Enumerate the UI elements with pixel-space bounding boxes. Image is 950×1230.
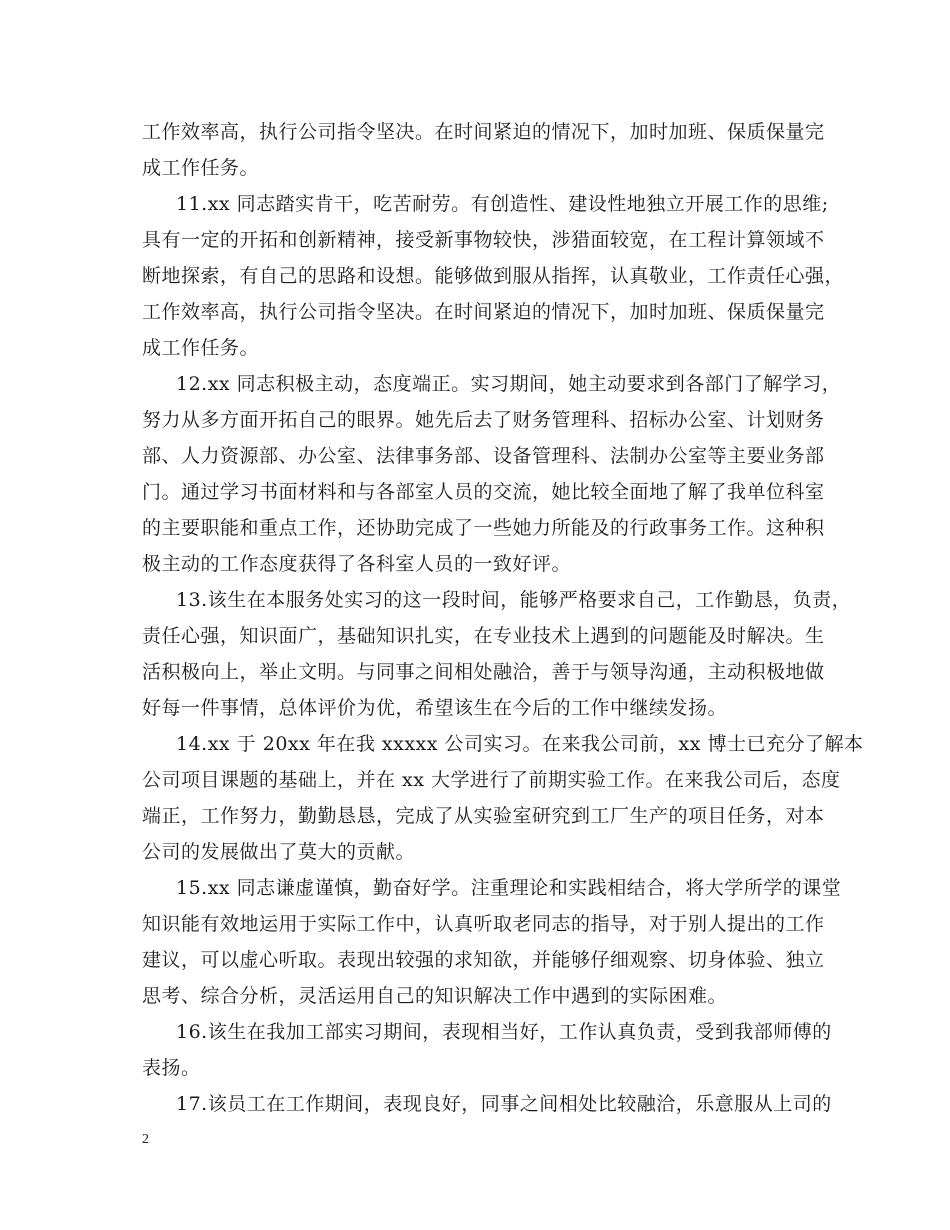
text-line: 知识能有效地运用于实际工作中，认真听取老同志的指导，对于别人提出的工作 [142,913,825,935]
page-number: 2 [142,1132,149,1147]
paragraph-14-start: 14.xx 于 20xx 年在我 xxxxx 公司实习。在来我公司前，xx 博士已充分了解本 [176,733,864,755]
text-line: 公司项目课题的基础上，并在 xx 大学进行了前期实验工作。在来我公司后，态度 [142,769,841,791]
text-line: 部、人力资源部、办公室、法律事务部、设备管理科、法制办公室等主要业务部 [142,445,825,467]
text-line: 表扬。 [142,1057,201,1079]
text-line: 公司的发展做出了莫大的贡献。 [142,841,416,863]
paragraph-15-start: 15.xx 同志谦虚谨慎，勤奋好学。注重理论和实践相结合，将大学所学的课堂 [176,877,842,899]
text-line: 努力从多方面开拓自己的眼界。她先后去了财务管理科、招标办公室、计划财务 [142,409,825,431]
text-line: 建议，可以虚心听取。表现出较强的求知欲，并能够仔细观察、切身体验、独立 [142,949,825,971]
text-line: 的主要职能和重点工作，还协助完成了一些她力所能及的行政事务工作。这种积 [142,517,825,539]
paragraph-12-start: 12.xx 同志积极主动，态度端正。实习期间，她主动要求到各部门了解学习， [176,373,842,395]
text-line: 好每一件事情，总体评价为优，希望该生在今后的工作中继续发扬。 [142,697,728,719]
text-line: 工作效率高，执行公司指令坚决。在时间紧迫的情况下，加时加班、保质保量完 [142,121,825,143]
text-line: 门。通过学习书面材料和与各部室人员的交流，她比较全面地了解了我单位科室 [142,481,825,503]
text-line: 断地探索，有自己的思路和设想。能够做到服从指挥，认真敬业，工作责任心强， [142,265,845,287]
text-line: 端正，工作努力，勤勤恳恳，完成了从实验室研究到工厂生产的项目任务，对本 [142,805,825,827]
text-line: 具有一定的开拓和创新精神，接受新事物较快，涉猎面较宽，在工程计算领域不 [142,229,825,251]
text-line: 思考、综合分析，灵活运用自己的知识解决工作中遇到的实际困难。 [142,985,728,1007]
paragraph-16-start: 16.该生在我加工部实习期间，表现相当好，工作认真负责，受到我部师傅的 [176,1021,832,1043]
text-line: 成工作任务。 [142,157,260,179]
paragraph-17-start: 17.该员工在工作期间，表现良好，同事之间相处比较融洽，乐意服从上司的 [176,1093,832,1115]
text-line: 责任心强，知识面广，基础知识扎实，在专业技术上遇到的问题能及时解决。生 [142,625,825,647]
text-line: 活积极向上，举止文明。与同事之间相处融洽，善于与领导沟通，主动积极地做 [142,661,825,683]
text-line: 极主动的工作态度获得了各科室人员的一致好评。 [142,553,572,575]
text-line: 成工作任务。 [142,337,260,359]
paragraph-13-start: 13.该生在本服务处实习的这一段时间，能够严格要求自己，工作勤恳，负责， [176,589,852,611]
text-line: 工作效率高，执行公司指令坚决。在时间紧迫的情况下，加时加班、保质保量完 [142,301,825,323]
paragraph-11-start: 11.xx 同志踏实肯干，吃苦耐劳。有创造性、建设性地独立开展工作的思维; [176,193,829,215]
